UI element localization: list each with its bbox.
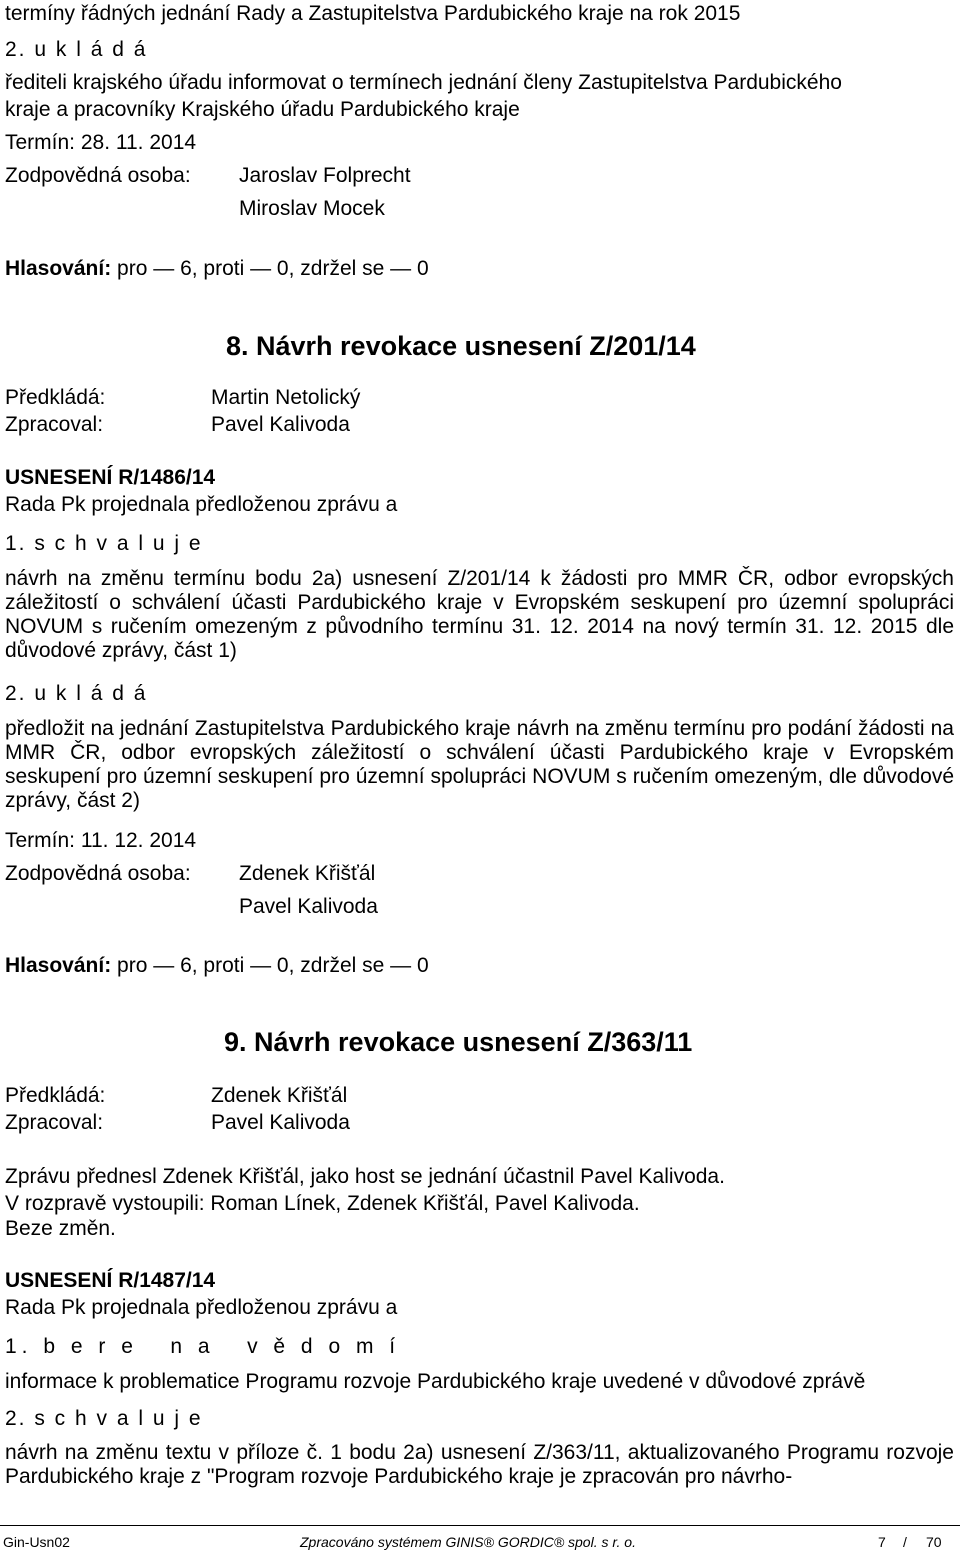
resolution-number: USNESENÍ R/1486/14 bbox=[5, 466, 216, 489]
page-current: 7 bbox=[878, 1534, 886, 1550]
deadline: Termín: 11. 12. 2014 bbox=[5, 829, 197, 852]
item-label-schvaluje: 1. s c h v a l u j e bbox=[5, 532, 203, 555]
submitter-label: Předkládá: bbox=[5, 1084, 106, 1107]
item-label-bere-na-vedomi: 1. b e r e n a v ě d o m í bbox=[5, 1335, 401, 1358]
item-text: návrh na změnu textu v příloze č. 1 bodu 2a) usnesení Z/363/11, aktualizovaného Programu rozvoje Pardubického kraje z "Program rozvoje Pardubického kraje je zpracován pro návrho- bbox=[5, 1441, 954, 1488]
page-separator: / bbox=[903, 1534, 907, 1550]
submitter-name: Martin Netolický bbox=[211, 386, 361, 409]
vote-text: pro — 6, proti — 0, zdržel se — 0 bbox=[117, 954, 429, 977]
item-text: návrh na změnu termínu bodu 2a) usnesení Z/201/14 k žádosti pro MMR ČR, odbor evropských záležitostí o schválení účasti Pardubického kraje v Evropském seskupení pro územní spolupráci NOVUM s ručením omezeným z původního termínu 31. 12. 2014 na nový termín 31. 12. 2015 dle důvodové zprávy, část 1) bbox=[5, 567, 954, 662]
submitter-name: Zdenek Křišťál bbox=[211, 1084, 348, 1107]
resolution-intro: Rada Pk projednala předloženou zprávu a bbox=[5, 1296, 398, 1319]
responsible-person: Jaroslav Folprecht bbox=[239, 164, 411, 187]
generator-note: Zpracováno systémem GINIS® GORDIC® spol. s r. o. bbox=[300, 1534, 636, 1550]
note-line: V rozpravě vystoupili: Roman Línek, Zdenek Křišťál, Pavel Kalivoda. bbox=[5, 1192, 640, 1215]
vote-result bbox=[5, 954, 429, 978]
vote-label: Hlasování: bbox=[5, 257, 112, 280]
vote-result bbox=[5, 257, 429, 281]
item-text: informace k problematice Programu rozvoje Pardubického kraje uvedené v důvodové zprávě bbox=[5, 1370, 866, 1393]
item-text-line: kraje a pracovníky Krajského úřadu Pardubického kraje bbox=[5, 98, 520, 121]
processor-name: Pavel Kalivoda bbox=[211, 1111, 350, 1134]
vote-label: Hlasování: bbox=[5, 954, 112, 977]
vote-text: pro — 6, proti — 0, zdržel se — 0 bbox=[117, 257, 429, 280]
page-total: 70 bbox=[926, 1534, 942, 1550]
responsible-label: Zodpovědná osoba: bbox=[5, 862, 191, 885]
note-line: Beze změn. bbox=[5, 1217, 116, 1240]
resolution-intro: Rada Pk projednala předloženou zprávu a bbox=[5, 493, 398, 516]
item-label-uklada: 2. u k l á d á bbox=[5, 38, 148, 61]
deadline: Termín: 28. 11. 2014 bbox=[5, 131, 197, 154]
processor-name: Pavel Kalivoda bbox=[211, 413, 350, 436]
section-heading: 8. Návrh revokace usnesení Z/201/14 bbox=[226, 331, 696, 361]
processor-label: Zpracoval: bbox=[5, 413, 104, 436]
item-text: předložit na jednání Zastupitelstva Pardubického kraje návrh na změnu termínu pro podání žádosti na MMR ČR, odbor evropských záležitostí o schválení účasti Pardubického kraje v Evropském seskupení pro územní seskupení pro územní spolupráci NOVUM s ručením omezeným, dle důvodové zprávy, část 2) bbox=[5, 717, 954, 812]
page-footer bbox=[0, 1525, 960, 1554]
responsible-label: Zodpovědná osoba: bbox=[5, 164, 191, 187]
section-heading: 9. Návrh revokace usnesení Z/363/11 bbox=[224, 1027, 693, 1057]
processor-label: Zpracoval: bbox=[5, 1111, 104, 1134]
responsible-person: Pavel Kalivoda bbox=[239, 895, 378, 918]
note-line: Zprávu přednesl Zdenek Křišťál, jako host se jednání účastnil Pavel Kalivoda. bbox=[5, 1165, 725, 1188]
continuation-line: termíny řádných jednání Rady a Zastupitelstva Pardubického kraje na rok 2015 bbox=[5, 2, 741, 25]
item-text-line: řediteli krajského úřadu informovat o termínech jednání členy Zastupitelstva Pardubického bbox=[5, 71, 842, 94]
document-code: Gin-Usn02 bbox=[3, 1534, 70, 1550]
item-label-schvaluje: 2. s c h v a l u j e bbox=[5, 1407, 203, 1430]
resolution-number: USNESENÍ R/1487/14 bbox=[5, 1269, 216, 1292]
responsible-person: Zdenek Křišťál bbox=[239, 862, 376, 885]
item-label-uklada: 2. u k l á d á bbox=[5, 682, 148, 705]
submitter-label: Předkládá: bbox=[5, 386, 106, 409]
responsible-person: Miroslav Mocek bbox=[239, 197, 385, 220]
